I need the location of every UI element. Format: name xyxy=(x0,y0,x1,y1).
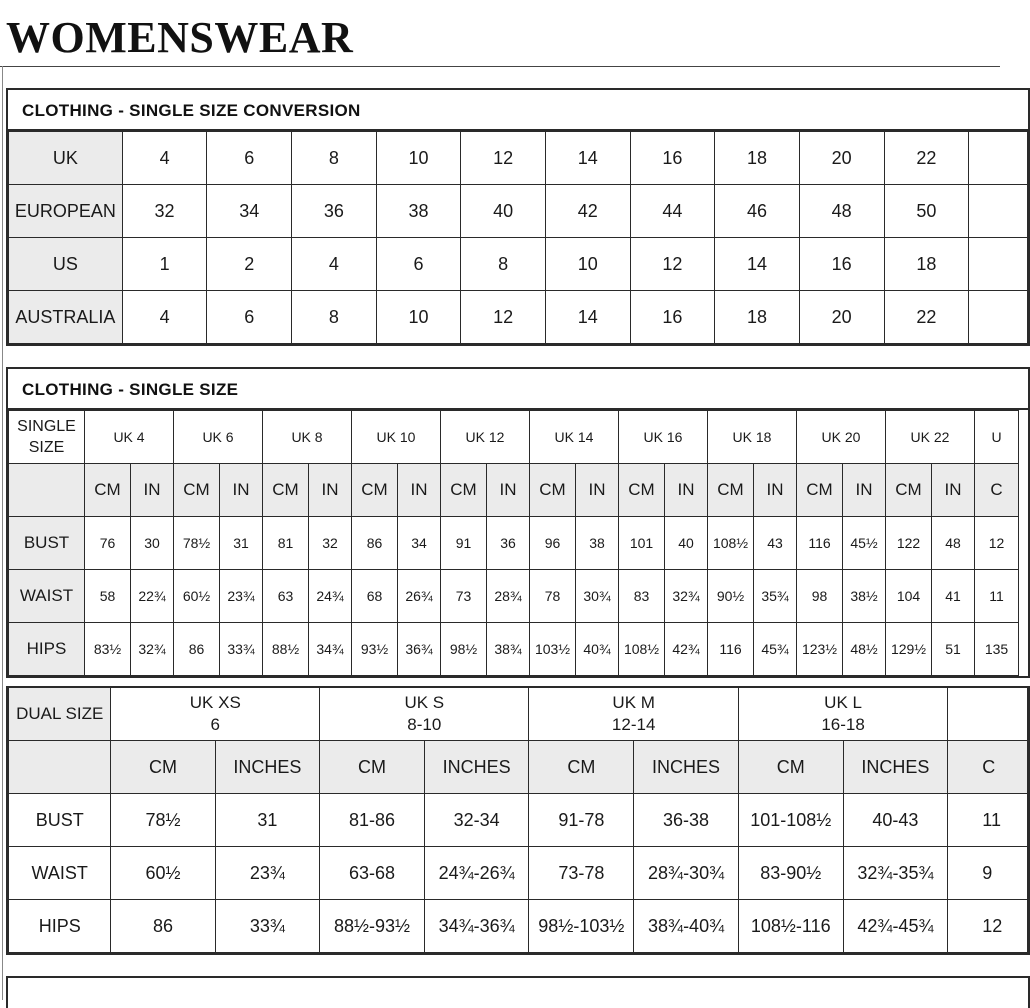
measurement-value: 88½ xyxy=(263,623,309,676)
table-row xyxy=(9,794,1028,847)
size-value: 18 xyxy=(715,291,800,344)
measure-header: HIPS xyxy=(9,900,111,953)
unit-header: INCHES xyxy=(634,741,739,794)
measurement-value: 51 xyxy=(932,623,975,676)
size-value: 14 xyxy=(545,132,630,185)
measurement-value: 45¾ xyxy=(754,623,797,676)
unit-header: IN xyxy=(220,464,263,517)
size-value: 32 xyxy=(122,185,207,238)
unit-header: CM xyxy=(352,464,398,517)
measurement-value: 32¾ xyxy=(131,623,174,676)
unit-header-row xyxy=(9,464,1019,517)
dual-size-range: 6 xyxy=(210,715,221,734)
size-header: UK 14 xyxy=(530,411,619,464)
unit-header: CM xyxy=(530,464,576,517)
measurement-value: 68 xyxy=(352,570,398,623)
table-row xyxy=(9,132,1028,185)
size-value: 16 xyxy=(630,132,715,185)
size-value: 16 xyxy=(630,291,715,344)
measure-header: WAIST xyxy=(9,847,111,900)
cut-off-value: 11 xyxy=(948,794,1028,847)
measurement-value: 23¾ xyxy=(215,847,320,900)
row-header: US xyxy=(9,238,123,291)
dual-size-name: UK M xyxy=(612,693,655,712)
measurement-value: 83½ xyxy=(85,623,131,676)
measure-header: BUST xyxy=(9,517,85,570)
measure-header: WAIST xyxy=(9,570,85,623)
measurement-value: 40 xyxy=(665,517,708,570)
single-size-section xyxy=(6,367,1030,678)
measurement-value: 24¾ xyxy=(309,570,352,623)
unit-header: CM xyxy=(619,464,665,517)
unit-header: IN xyxy=(754,464,797,517)
measurement-value: 36-38 xyxy=(634,794,739,847)
measurement-value: 35¾ xyxy=(754,570,797,623)
measurement-value: 34¾ xyxy=(309,623,352,676)
dual-size-range: 16-18 xyxy=(821,715,865,734)
size-value: 20 xyxy=(799,291,884,344)
size-value: 20 xyxy=(799,132,884,185)
table-row xyxy=(9,517,1019,570)
table-row xyxy=(9,185,1028,238)
size-value: 4 xyxy=(122,132,207,185)
row-header: EUROPEAN xyxy=(9,185,123,238)
measurement-value: 28¾-30¾ xyxy=(634,847,739,900)
size-value: 40 xyxy=(461,185,546,238)
measurement-value: 32-34 xyxy=(424,794,529,847)
unit-header: IN xyxy=(665,464,708,517)
unit-header: IN xyxy=(576,464,619,517)
corner-label: DUAL SIZE xyxy=(9,688,111,741)
cut-off-group-header xyxy=(948,688,1028,741)
measurement-value: 32¾ xyxy=(665,570,708,623)
table-row xyxy=(9,623,1019,676)
measurement-value: 36 xyxy=(487,517,530,570)
measurement-value: 60½ xyxy=(174,570,220,623)
measurement-value: 24¾-26¾ xyxy=(424,847,529,900)
size-value: 18 xyxy=(715,132,800,185)
measurement-value: 32 xyxy=(309,517,352,570)
cut-off-cell xyxy=(969,185,1028,238)
cut-off-value: 9 xyxy=(948,847,1028,900)
dual-size-name: UK L xyxy=(824,693,862,712)
measurement-value: 45½ xyxy=(843,517,886,570)
measurement-value: 91-78 xyxy=(529,794,634,847)
size-header: UK 4 xyxy=(85,411,174,464)
size-header: UK 16 xyxy=(619,411,708,464)
left-margin-line xyxy=(2,66,3,1000)
measurement-value: 48 xyxy=(932,517,975,570)
cut-off-unit-header: C xyxy=(948,741,1028,794)
dual-size-header xyxy=(529,688,738,741)
measurement-value: 103½ xyxy=(530,623,576,676)
size-value: 12 xyxy=(461,291,546,344)
unit-header: CM xyxy=(441,464,487,517)
size-value: 6 xyxy=(207,291,292,344)
measurement-value: 38½ xyxy=(843,570,886,623)
dual-size-range: 8-10 xyxy=(407,715,442,734)
size-value: 16 xyxy=(799,238,884,291)
measurement-value: 83-90½ xyxy=(738,847,843,900)
unit-header: INCHES xyxy=(843,741,948,794)
size-value: 10 xyxy=(376,132,461,185)
measurement-value: 40¾ xyxy=(576,623,619,676)
unit-header: INCHES xyxy=(215,741,320,794)
empty-header-cell xyxy=(9,464,85,517)
measurement-value: 33¾ xyxy=(220,623,263,676)
size-value: 6 xyxy=(207,132,292,185)
cut-off-cell xyxy=(969,291,1028,344)
measurement-value: 122 xyxy=(886,517,932,570)
measurement-value: 108½ xyxy=(619,623,665,676)
cut-off-value: 11 xyxy=(975,570,1019,623)
size-value: 38 xyxy=(376,185,461,238)
size-value: 36 xyxy=(292,185,377,238)
size-value: 34 xyxy=(207,185,292,238)
size-value: 12 xyxy=(630,238,715,291)
measurement-value: 36¾ xyxy=(398,623,441,676)
group-header-row xyxy=(9,688,1028,741)
dual-size-name: UK XS xyxy=(189,693,241,712)
size-value: 22 xyxy=(884,132,969,185)
measurement-value: 101 xyxy=(619,517,665,570)
measurement-value: 31 xyxy=(220,517,263,570)
unit-header: CM xyxy=(174,464,220,517)
empty-header-cell xyxy=(9,741,111,794)
measurement-value: 38¾-40¾ xyxy=(634,900,739,953)
unit-header: IN xyxy=(487,464,530,517)
size-header-row xyxy=(9,411,1019,464)
row-header: UK xyxy=(9,132,123,185)
dual-size-header xyxy=(111,688,320,741)
dual-size-range: 12-14 xyxy=(611,715,656,734)
measurement-value: 40-43 xyxy=(843,794,948,847)
single-size-conversion-section xyxy=(6,88,1030,346)
size-value: 10 xyxy=(545,238,630,291)
size-value: 4 xyxy=(122,291,207,344)
measurement-value: 78½ xyxy=(174,517,220,570)
unit-header: CM xyxy=(738,741,843,794)
measurement-value: 116 xyxy=(708,623,754,676)
size-header: UK 12 xyxy=(441,411,530,464)
corner-label: SINGLE SIZE xyxy=(9,411,85,464)
page-title: WOMENSWEAR xyxy=(6,13,354,62)
measurement-value: 78½ xyxy=(111,794,215,847)
measurement-value: 48½ xyxy=(843,623,886,676)
measurement-value: 78 xyxy=(530,570,576,623)
measurement-value: 73 xyxy=(441,570,487,623)
size-value: 12 xyxy=(461,132,546,185)
size-header: UK 6 xyxy=(174,411,263,464)
measurement-value: 32¾-35¾ xyxy=(843,847,948,900)
cut-off-value: 12 xyxy=(948,900,1028,953)
size-value: 1 xyxy=(122,238,207,291)
measurement-value: 81 xyxy=(263,517,309,570)
size-value: 44 xyxy=(630,185,715,238)
cut-off-value: 12 xyxy=(975,517,1019,570)
single-size-table xyxy=(8,410,1019,676)
measurement-value: 43 xyxy=(754,517,797,570)
dual-size-name: UK S xyxy=(404,693,445,712)
measurement-value: 73-78 xyxy=(529,847,634,900)
unit-header: IN xyxy=(309,464,352,517)
measurement-value: 108½-116 xyxy=(738,900,843,953)
conversion-section-title: CLOTHING - SINGLE SIZE CONVERSION xyxy=(8,90,1028,131)
row-header: AUSTRALIA xyxy=(9,291,123,344)
unit-header: IN xyxy=(398,464,441,517)
unit-header: CM xyxy=(320,741,425,794)
measurement-value: 58 xyxy=(85,570,131,623)
measurement-value: 86 xyxy=(111,900,215,953)
measurement-value: 83 xyxy=(619,570,665,623)
measurement-value: 96 xyxy=(530,517,576,570)
measurement-value: 34 xyxy=(398,517,441,570)
measurement-value: 88½-93½ xyxy=(320,900,425,953)
size-value: 48 xyxy=(799,185,884,238)
measurement-value: 86 xyxy=(174,623,220,676)
measurement-value: 31 xyxy=(215,794,320,847)
measurement-value: 30¾ xyxy=(576,570,619,623)
unit-header: CM xyxy=(797,464,843,517)
size-header: UK 18 xyxy=(708,411,797,464)
measurement-value: 98 xyxy=(797,570,843,623)
measurement-value: 86 xyxy=(352,517,398,570)
measure-header: HIPS xyxy=(9,623,85,676)
dual-size-table xyxy=(8,687,1028,953)
measurement-value: 108½ xyxy=(708,517,754,570)
cut-off-value: 135 xyxy=(975,623,1019,676)
conversion-table xyxy=(8,131,1028,344)
unit-header: CM xyxy=(886,464,932,517)
table-row xyxy=(9,238,1028,291)
cut-off-cell xyxy=(969,132,1028,185)
measurement-value: 76 xyxy=(85,517,131,570)
size-header: UK 22 xyxy=(886,411,975,464)
measurement-value: 22¾ xyxy=(131,570,174,623)
size-header: UK 10 xyxy=(352,411,441,464)
cut-off-cell xyxy=(969,238,1028,291)
measurement-value: 98½-103½ xyxy=(529,900,634,953)
cut-off-size-header: U xyxy=(975,411,1019,464)
size-value: 8 xyxy=(292,132,377,185)
table-row xyxy=(9,570,1019,623)
size-value: 22 xyxy=(884,291,969,344)
table-row xyxy=(9,291,1028,344)
measurement-value: 93½ xyxy=(352,623,398,676)
measurement-value: 116 xyxy=(797,517,843,570)
unit-header: CM xyxy=(263,464,309,517)
size-value: 14 xyxy=(545,291,630,344)
measurement-value: 123½ xyxy=(797,623,843,676)
unit-header: IN xyxy=(131,464,174,517)
unit-header: INCHES xyxy=(424,741,529,794)
dual-size-header xyxy=(320,688,529,741)
unit-header: CM xyxy=(85,464,131,517)
table-row xyxy=(9,900,1028,953)
measurement-value: 101-108½ xyxy=(738,794,843,847)
measure-header: BUST xyxy=(9,794,111,847)
unit-header: IN xyxy=(843,464,886,517)
dual-size-section xyxy=(6,686,1030,955)
measurement-value: 81-86 xyxy=(320,794,425,847)
size-value: 42 xyxy=(545,185,630,238)
measurement-value: 30 xyxy=(131,517,174,570)
measurement-value: 60½ xyxy=(111,847,215,900)
next-section-edge xyxy=(6,976,1030,1008)
measurement-value: 42¾-45¾ xyxy=(843,900,948,953)
size-value: 2 xyxy=(207,238,292,291)
size-value: 10 xyxy=(376,291,461,344)
measurement-value: 91 xyxy=(441,517,487,570)
unit-header: CM xyxy=(708,464,754,517)
unit-header: IN xyxy=(932,464,975,517)
single-size-section-title: CLOTHING - SINGLE SIZE xyxy=(8,369,1028,410)
measurement-value: 90½ xyxy=(708,570,754,623)
measurement-value: 26¾ xyxy=(398,570,441,623)
measurement-value: 38 xyxy=(576,517,619,570)
table-row xyxy=(9,847,1028,900)
cut-off-unit-header: C xyxy=(975,464,1019,517)
title-divider xyxy=(0,66,1000,67)
size-header: UK 8 xyxy=(263,411,352,464)
unit-header: CM xyxy=(111,741,215,794)
unit-header-row xyxy=(9,741,1028,794)
size-value: 8 xyxy=(461,238,546,291)
size-value: 50 xyxy=(884,185,969,238)
measurement-value: 63 xyxy=(263,570,309,623)
measurement-value: 63-68 xyxy=(320,847,425,900)
measurement-value: 129½ xyxy=(886,623,932,676)
size-value: 14 xyxy=(715,238,800,291)
measurement-value: 104 xyxy=(886,570,932,623)
measurement-value: 34¾-36¾ xyxy=(424,900,529,953)
size-header: UK 20 xyxy=(797,411,886,464)
measurement-value: 33¾ xyxy=(215,900,320,953)
measurement-value: 23¾ xyxy=(220,570,263,623)
measurement-value: 98½ xyxy=(441,623,487,676)
size-value: 6 xyxy=(376,238,461,291)
measurement-value: 42¾ xyxy=(665,623,708,676)
measurement-value: 41 xyxy=(932,570,975,623)
unit-header: CM xyxy=(529,741,634,794)
size-value: 8 xyxy=(292,291,377,344)
size-value: 4 xyxy=(292,238,377,291)
dual-size-header xyxy=(738,688,947,741)
size-value: 18 xyxy=(884,238,969,291)
measurement-value: 38¾ xyxy=(487,623,530,676)
measurement-value: 28¾ xyxy=(487,570,530,623)
size-value: 46 xyxy=(715,185,800,238)
